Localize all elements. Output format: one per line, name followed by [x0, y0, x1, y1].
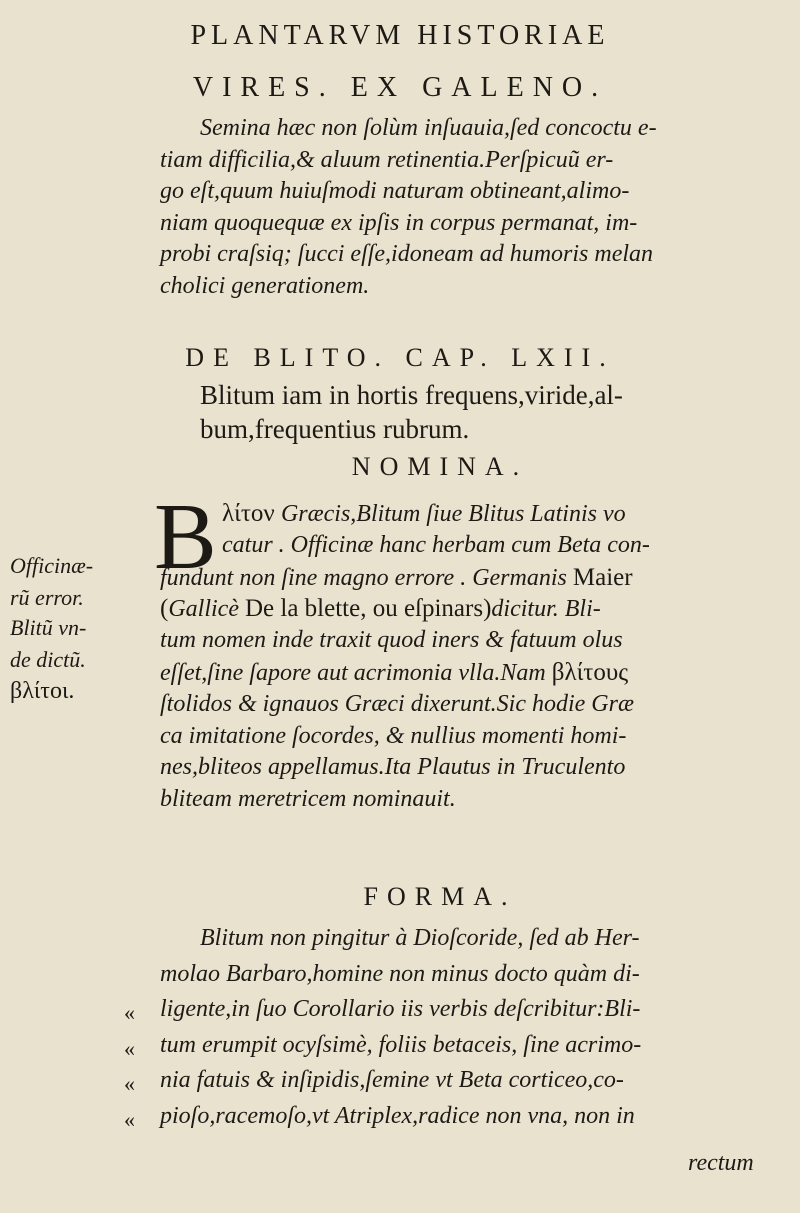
text-line: ligente,in ſuo Corollario iis verbis deſcribitur:Bli-	[160, 996, 641, 1022]
text-line	[160, 564, 633, 592]
text-run: eſſet,ſine ſapore aut acrimonia vlla.Nam	[160, 660, 552, 686]
text-line: niam quoquequæ ex ipſis in corpus permanat, im-	[160, 209, 638, 236]
text-run: βλίτους	[551, 659, 629, 686]
margin-note: βλίτοι.	[10, 678, 75, 704]
text-line	[160, 659, 628, 687]
text-line: molao Barbaro,homine non minus docto quàm di-	[160, 960, 640, 987]
text-line: Blitum non pingitur à Dioſcoride, ſed ab Her-	[200, 925, 640, 951]
quotation-mark: «	[124, 1071, 135, 1096]
text-run: Græcis,Blitum ſiue Blitus Latinis vo	[280, 501, 626, 527]
text-run: (	[160, 595, 169, 623]
margin-note: Officinæ-	[10, 553, 94, 578]
margin-note: Blitũ vn-	[10, 615, 87, 640]
text-line	[160, 754, 625, 781]
text-run: bliteam meretricem nominauit.	[160, 786, 456, 813]
text-run: ſtolidos & ignauos Græci dixerunt.Sic hodie Græ	[160, 690, 634, 717]
text-run: nes,bliteos appellamus.Ita Plautus in Truculento	[160, 754, 626, 781]
text-run: tum nomen inde traxit quod iners & fatuum olus	[160, 627, 623, 654]
text-line	[222, 532, 650, 559]
margin-note: rũ error.	[10, 585, 84, 610]
text-line	[160, 691, 634, 718]
quotation-mark: «	[124, 1035, 135, 1061]
quotation-mark: «	[124, 1106, 135, 1132]
text-line: tum erumpit ocyſsimè, foliis betaceis, ſine acrimo-	[160, 1031, 642, 1058]
quotation-mark: «	[124, 1000, 135, 1025]
text-line: cholici generationem.	[160, 272, 370, 299]
text-line: Blitum iam in hortis frequens,viride,al-	[200, 380, 623, 410]
text-line: tiam difficilia,& aluum retinentia.Perſpicuũ er-	[160, 146, 614, 173]
drop-cap-initial: B	[154, 485, 217, 589]
text-line	[160, 786, 456, 813]
text-run: De la blette, ou eſpinars)	[244, 595, 492, 623]
text-line: go eſt,quum huiuſmodi naturam obtineant,alimo-	[160, 178, 630, 204]
text-run: Maier	[572, 563, 633, 591]
text-run: catur . Officinæ hanc herbam cum Beta con-	[222, 531, 650, 558]
text-line: bum,frequentius rubrum.	[200, 414, 470, 444]
vires-heading: VIRES. EX GALENO.	[192, 72, 608, 103]
text-line: pioſo,racemoſo,vt Atriplex,radice non vna, non in	[160, 1102, 635, 1129]
text-line	[160, 595, 601, 623]
text-run: λίτον	[222, 500, 281, 527]
catchword: rectum	[688, 1150, 754, 1176]
running-header: PLANTARVM HISTORIAE	[190, 20, 610, 51]
text-line: probi craſsiq; ſucci eſſe,idoneam ad humoris melan	[160, 241, 654, 267]
chapter-heading: DE BLITO. CAP. LXII.	[185, 343, 615, 372]
forma-heading: FORMA.	[363, 882, 517, 911]
margin-note: de dictũ.	[10, 647, 86, 672]
text-run: Gallicè	[168, 596, 245, 623]
text-line: nia fatuis & inſipidis,ſemine vt Beta corticeo,co-	[160, 1067, 624, 1093]
text-run: fundunt non ſine magno errore . Germanis	[160, 564, 573, 591]
text-line	[160, 723, 626, 750]
text-run: dicitur. Bli-	[491, 596, 601, 623]
text-line	[222, 500, 626, 528]
text-line	[160, 627, 623, 654]
text-run: ca imitatione ſocordes, & nullius momenti homi-	[160, 722, 627, 749]
nomina-heading: NOMINA.	[351, 452, 529, 481]
text-line: Semina hæc non ſolùm inſuauia,ſed concoctu e-	[200, 115, 657, 141]
